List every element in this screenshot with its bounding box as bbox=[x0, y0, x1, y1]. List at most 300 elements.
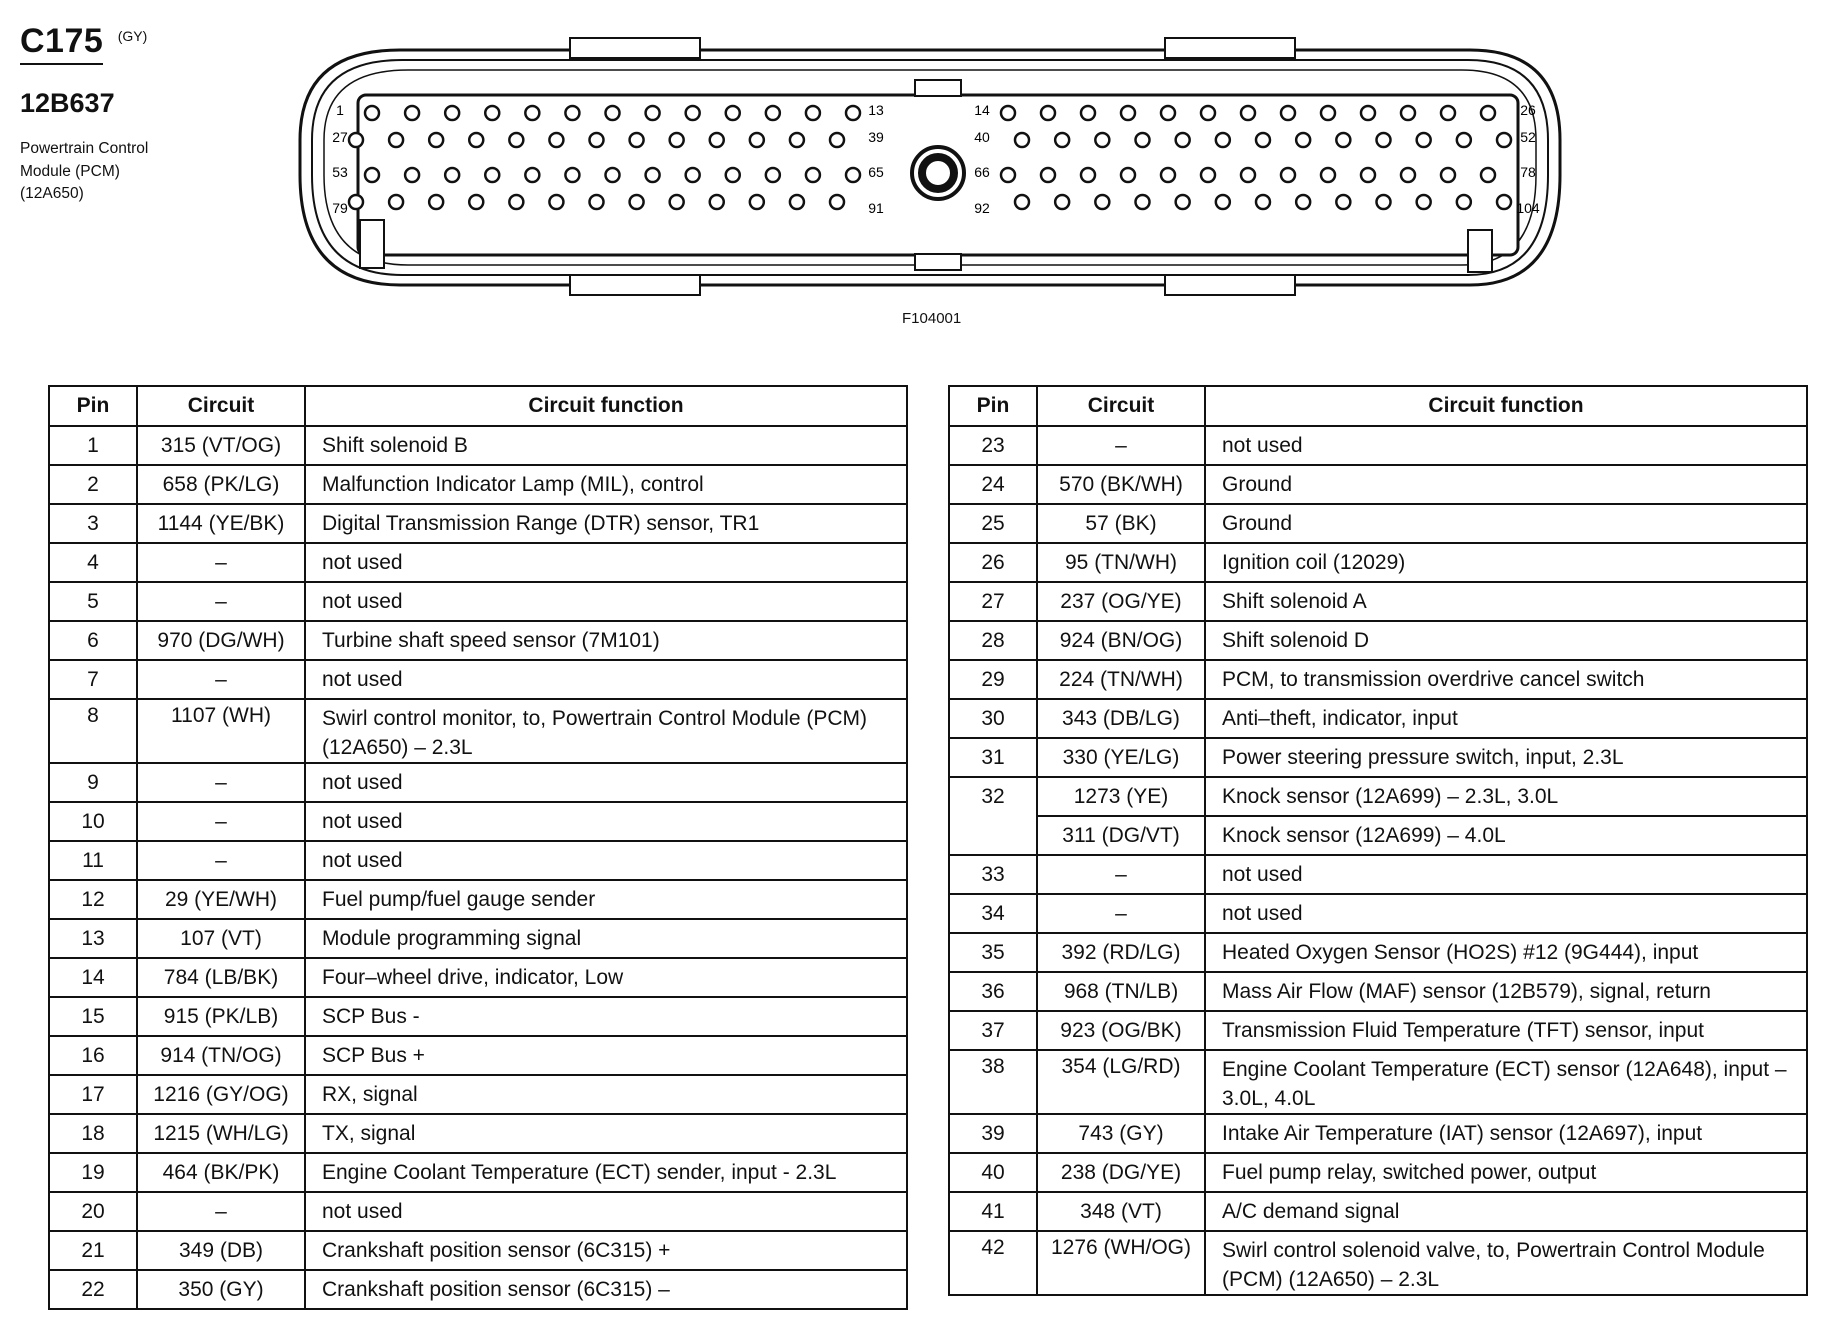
pin-hole bbox=[1497, 195, 1511, 209]
pin-hole bbox=[1176, 133, 1190, 147]
pin-hole bbox=[429, 133, 443, 147]
pin-hole bbox=[525, 106, 539, 120]
circuit-cell: 354 (LG/RD) bbox=[1037, 1050, 1205, 1114]
pin-hole bbox=[1321, 106, 1335, 120]
pin-label: 104 bbox=[1516, 200, 1540, 216]
pin-cell: 30 bbox=[949, 699, 1037, 738]
top-tab-left bbox=[570, 38, 700, 58]
bottom-tab-right bbox=[1165, 275, 1295, 295]
center-bolt-hole bbox=[922, 157, 954, 189]
pin-hole bbox=[349, 133, 363, 147]
header-circuit: Circuit bbox=[1037, 386, 1205, 426]
table-row bbox=[949, 894, 1807, 933]
table-row bbox=[949, 972, 1807, 1011]
pin-hole bbox=[1136, 195, 1150, 209]
pin-cell: 8 bbox=[49, 699, 137, 763]
function-cell: not used bbox=[305, 543, 907, 582]
pin-cell: 18 bbox=[49, 1114, 137, 1153]
pin-hole bbox=[686, 168, 700, 182]
pin-hole bbox=[1281, 168, 1295, 182]
pin-hole bbox=[1001, 106, 1015, 120]
pin-cell: 6 bbox=[49, 621, 137, 660]
pin-label: 65 bbox=[868, 164, 884, 180]
pin-hole bbox=[1281, 106, 1295, 120]
pin-cell: 14 bbox=[49, 958, 137, 997]
pin-cell: 22 bbox=[49, 1270, 137, 1309]
table-row bbox=[49, 1231, 907, 1270]
function-cell: Turbine shaft speed sensor (7M101) bbox=[305, 621, 907, 660]
function-cell: not used bbox=[1205, 855, 1807, 894]
pin-hole bbox=[1441, 168, 1455, 182]
table-row bbox=[949, 1050, 1807, 1114]
pin-hole bbox=[1377, 195, 1391, 209]
pin-hole bbox=[1081, 106, 1095, 120]
pin-hole bbox=[1296, 133, 1310, 147]
table-row bbox=[49, 1075, 907, 1114]
function-cell: Shift solenoid D bbox=[1205, 621, 1807, 660]
pin-label: 52 bbox=[1520, 129, 1536, 145]
pin-hole bbox=[846, 106, 860, 120]
function-cell: SCP Bus - bbox=[305, 997, 907, 1036]
pin-cell: 27 bbox=[949, 582, 1037, 621]
table-row bbox=[49, 543, 907, 582]
function-cell: Ground bbox=[1205, 504, 1807, 543]
pin-hole bbox=[790, 195, 804, 209]
circuit-cell: 392 (RD/LG) bbox=[1037, 933, 1205, 972]
table-row bbox=[49, 1036, 907, 1075]
face-key-bottom bbox=[915, 254, 961, 270]
pin-cell: 29 bbox=[949, 660, 1037, 699]
pin-hole bbox=[646, 168, 660, 182]
table-row bbox=[49, 841, 907, 880]
circuit-cell: – bbox=[137, 1192, 305, 1231]
bottom-tab-left bbox=[570, 275, 700, 295]
pin-hole bbox=[806, 106, 820, 120]
table-row bbox=[949, 699, 1807, 738]
pin-hole bbox=[1161, 106, 1175, 120]
function-cell: not used bbox=[305, 802, 907, 841]
function-cell: Ignition coil (12029) bbox=[1205, 543, 1807, 582]
function-cell: Digital Transmission Range (DTR) sensor, TR1 bbox=[305, 504, 907, 543]
circuit-cell: 238 (DG/YE) bbox=[1037, 1153, 1205, 1192]
pin-cell: 28 bbox=[949, 621, 1037, 660]
table-row bbox=[949, 933, 1807, 972]
pin-hole bbox=[469, 133, 483, 147]
pin-hole bbox=[1121, 168, 1135, 182]
pin-cell: 21 bbox=[49, 1231, 137, 1270]
circuit-cell: 923 (OG/BK) bbox=[1037, 1011, 1205, 1050]
pin-hole bbox=[766, 106, 780, 120]
pin-hole bbox=[1015, 133, 1029, 147]
circuit-cell: 924 (BN/OG) bbox=[1037, 621, 1205, 660]
function-cell: Shift solenoid A bbox=[1205, 582, 1807, 621]
table-header-row bbox=[949, 386, 1807, 426]
pin-label: 91 bbox=[868, 200, 884, 216]
circuit-cell: 743 (GY) bbox=[1037, 1114, 1205, 1153]
pin-hole bbox=[806, 168, 820, 182]
circuit-cell: – bbox=[137, 543, 305, 582]
table-row bbox=[949, 504, 1807, 543]
table-row bbox=[49, 699, 907, 763]
pin-hole bbox=[1081, 168, 1095, 182]
pin-cell: 23 bbox=[949, 426, 1037, 465]
pin-cell: 17 bbox=[49, 1075, 137, 1114]
function-cell: Intake Air Temperature (IAT) sensor (12A697), input bbox=[1205, 1114, 1807, 1153]
pin-cell: 31 bbox=[949, 738, 1037, 777]
circuit-cell: 311 (DG/VT) bbox=[1037, 816, 1205, 855]
table-row bbox=[949, 1114, 1807, 1153]
table-row bbox=[949, 1231, 1807, 1295]
pin-cell: 5 bbox=[49, 582, 137, 621]
function-cell: Module programming signal bbox=[305, 919, 907, 958]
pin-hole bbox=[445, 168, 459, 182]
pin-hole bbox=[365, 168, 379, 182]
circuit-cell: – bbox=[1037, 894, 1205, 933]
pin-cell: 13 bbox=[49, 919, 137, 958]
pin-hole bbox=[485, 106, 499, 120]
circuit-cell: 237 (OG/YE) bbox=[1037, 582, 1205, 621]
circuit-cell: 1216 (GY/OG) bbox=[137, 1075, 305, 1114]
pin-cell: 11 bbox=[49, 841, 137, 880]
circuit-cell: 784 (LB/BK) bbox=[137, 958, 305, 997]
pin-hole bbox=[509, 133, 523, 147]
pin-hole bbox=[565, 106, 579, 120]
pin-hole bbox=[1241, 106, 1255, 120]
circuit-cell: 330 (YE/LG) bbox=[1037, 738, 1205, 777]
function-cell: not used bbox=[305, 582, 907, 621]
function-cell: Swirl control solenoid valve, to, Powertrain Control Module (PCM) (12A650) – 2.3L bbox=[1205, 1231, 1807, 1295]
circuit-cell: 970 (DG/WH) bbox=[137, 621, 305, 660]
table-row bbox=[49, 465, 907, 504]
pin-hole bbox=[1055, 195, 1069, 209]
function-cell: Fuel pump relay, switched power, output bbox=[1205, 1153, 1807, 1192]
table-row bbox=[949, 582, 1807, 621]
function-cell: Knock sensor (12A699) – 2.3L, 3.0L bbox=[1205, 777, 1807, 816]
circuit-cell: 968 (TN/LB) bbox=[1037, 972, 1205, 1011]
pin-hole bbox=[790, 133, 804, 147]
pin-hole bbox=[1201, 106, 1215, 120]
function-cell: Heated Oxygen Sensor (HO2S) #12 (9G444), input bbox=[1205, 933, 1807, 972]
pin-label: 14 bbox=[974, 102, 990, 118]
function-cell: Power steering pressure switch, input, 2.3L bbox=[1205, 738, 1807, 777]
pin-hole bbox=[750, 195, 764, 209]
pin-hole bbox=[686, 106, 700, 120]
table-row bbox=[49, 1114, 907, 1153]
function-cell: RX, signal bbox=[305, 1075, 907, 1114]
circuit-cell: – bbox=[1037, 426, 1205, 465]
function-cell: Anti–theft, indicator, input bbox=[1205, 699, 1807, 738]
pin-cell: 20 bbox=[49, 1192, 137, 1231]
connector-header bbox=[20, 22, 147, 65]
pin-label: 1 bbox=[336, 102, 344, 118]
pin-label: 66 bbox=[974, 164, 990, 180]
pin-hole bbox=[726, 168, 740, 182]
pin-hole bbox=[646, 106, 660, 120]
pin-table-left bbox=[48, 385, 908, 1310]
circuit-cell: 315 (VT/OG) bbox=[137, 426, 305, 465]
table-row bbox=[949, 543, 1807, 582]
function-cell: Fuel pump/fuel gauge sender bbox=[305, 880, 907, 919]
pin-hole bbox=[710, 133, 724, 147]
pin-cell: 10 bbox=[49, 802, 137, 841]
pin-hole bbox=[606, 106, 620, 120]
function-cell: PCM, to transmission overdrive cancel switch bbox=[1205, 660, 1807, 699]
circuit-cell: 350 (GY) bbox=[137, 1270, 305, 1309]
pin-hole bbox=[670, 195, 684, 209]
pin-hole bbox=[630, 195, 644, 209]
pin-label: 27 bbox=[332, 129, 348, 145]
circuit-cell: 1215 (WH/LG) bbox=[137, 1114, 305, 1153]
pin-hole bbox=[1336, 195, 1350, 209]
pin-cell bbox=[949, 816, 1037, 855]
pin-cell: 16 bbox=[49, 1036, 137, 1075]
pin-cell: 3 bbox=[49, 504, 137, 543]
circuit-cell: 348 (VT) bbox=[1037, 1192, 1205, 1231]
pin-hole bbox=[525, 168, 539, 182]
pin-hole bbox=[670, 133, 684, 147]
function-cell: Knock sensor (12A699) – 4.0L bbox=[1205, 816, 1807, 855]
pin-label: 79 bbox=[332, 200, 348, 216]
pin-cell: 4 bbox=[49, 543, 137, 582]
circuit-cell: 570 (BK/WH) bbox=[1037, 465, 1205, 504]
pin-hole bbox=[1401, 168, 1415, 182]
circuit-cell: 1107 (WH) bbox=[137, 699, 305, 763]
pin-cell: 1 bbox=[49, 426, 137, 465]
pin-cell: 34 bbox=[949, 894, 1037, 933]
pin-hole bbox=[445, 106, 459, 120]
pin-cell: 25 bbox=[949, 504, 1037, 543]
pin-hole bbox=[1201, 168, 1215, 182]
pin-hole bbox=[1336, 133, 1350, 147]
circuit-cell: 95 (TN/WH) bbox=[1037, 543, 1205, 582]
table-row bbox=[949, 738, 1807, 777]
table-row bbox=[949, 660, 1807, 699]
pin-hole bbox=[429, 195, 443, 209]
connector-color: (GY) bbox=[117, 28, 148, 44]
pin-cell: 41 bbox=[949, 1192, 1037, 1231]
pin-hole bbox=[1457, 133, 1471, 147]
table-row bbox=[49, 1192, 907, 1231]
pin-hole bbox=[405, 168, 419, 182]
function-cell: Ground bbox=[1205, 465, 1807, 504]
circuit-cell: – bbox=[137, 582, 305, 621]
table-row bbox=[49, 763, 907, 802]
pin-cell: 33 bbox=[949, 855, 1037, 894]
pin-label: 39 bbox=[868, 129, 884, 145]
function-cell: not used bbox=[305, 841, 907, 880]
pin-hole bbox=[1296, 195, 1310, 209]
pin-hole bbox=[365, 106, 379, 120]
pin-hole bbox=[549, 195, 563, 209]
table-row bbox=[49, 802, 907, 841]
function-cell: SCP Bus + bbox=[305, 1036, 907, 1075]
pin-hole bbox=[1457, 195, 1471, 209]
part-number: 12B637 bbox=[20, 88, 115, 118]
function-cell: not used bbox=[305, 763, 907, 802]
face-key-top bbox=[915, 80, 961, 96]
table-row bbox=[949, 426, 1807, 465]
table-row bbox=[49, 1270, 907, 1309]
table-row bbox=[49, 660, 907, 699]
table-row bbox=[949, 1192, 1807, 1231]
table-row bbox=[49, 997, 907, 1036]
table-row bbox=[49, 958, 907, 997]
pin-cell: 40 bbox=[949, 1153, 1037, 1192]
circuit-cell: – bbox=[137, 802, 305, 841]
pin-hole bbox=[1176, 195, 1190, 209]
circuit-cell: 343 (DB/LG) bbox=[1037, 699, 1205, 738]
circuit-cell: 57 (BK) bbox=[1037, 504, 1205, 543]
pin-hole bbox=[1241, 168, 1255, 182]
circuit-cell: – bbox=[1037, 855, 1205, 894]
table-row bbox=[49, 426, 907, 465]
pin-hole bbox=[590, 195, 604, 209]
pin-hole bbox=[1481, 106, 1495, 120]
top-tab-right bbox=[1165, 38, 1295, 58]
pin-cell: 35 bbox=[949, 933, 1037, 972]
pin-hole bbox=[1401, 106, 1415, 120]
header-circuit: Circuit bbox=[137, 386, 305, 426]
function-cell: Four–wheel drive, indicator, Low bbox=[305, 958, 907, 997]
pin-hole bbox=[1216, 195, 1230, 209]
pin-hole bbox=[1441, 106, 1455, 120]
connector-id: C175 bbox=[20, 22, 103, 65]
pin-cell: 42 bbox=[949, 1231, 1037, 1295]
connector-face-diagram bbox=[290, 30, 1580, 305]
circuit-cell: 107 (VT) bbox=[137, 919, 305, 958]
pin-hole bbox=[630, 133, 644, 147]
function-cell: Crankshaft position sensor (6C315) + bbox=[305, 1231, 907, 1270]
pin-hole bbox=[830, 133, 844, 147]
function-cell: Transmission Fluid Temperature (TFT) sensor, input bbox=[1205, 1011, 1807, 1050]
table-row bbox=[49, 880, 907, 919]
circuit-cell: – bbox=[137, 763, 305, 802]
pin-hole bbox=[766, 168, 780, 182]
pin-cell: 36 bbox=[949, 972, 1037, 1011]
pin-hole bbox=[1256, 195, 1270, 209]
pin-hole bbox=[1361, 106, 1375, 120]
pin-hole bbox=[1256, 133, 1270, 147]
header-pin: Pin bbox=[49, 386, 137, 426]
pin-hole bbox=[1321, 168, 1335, 182]
latch-right bbox=[1468, 230, 1492, 272]
pin-hole bbox=[710, 195, 724, 209]
pin-hole bbox=[1377, 133, 1391, 147]
pin-hole bbox=[1161, 168, 1175, 182]
pin-hole bbox=[1041, 168, 1055, 182]
circuit-cell: 1144 (YE/BK) bbox=[137, 504, 305, 543]
function-cell: A/C demand signal bbox=[1205, 1192, 1807, 1231]
circuit-cell: 658 (PK/LG) bbox=[137, 465, 305, 504]
pin-cell: 24 bbox=[949, 465, 1037, 504]
pin-hole bbox=[1121, 106, 1135, 120]
table-row bbox=[949, 816, 1807, 855]
pin-cell: 9 bbox=[49, 763, 137, 802]
description-line: Module (PCM) bbox=[20, 162, 120, 180]
table-header-row bbox=[49, 386, 907, 426]
pin-label: 13 bbox=[868, 102, 884, 118]
table-row bbox=[949, 465, 1807, 504]
pin-hole bbox=[1481, 168, 1495, 182]
pin-cell: 15 bbox=[49, 997, 137, 1036]
function-cell: Swirl control monitor, to, Powertrain Control Module (PCM) (12A650) – 2.3L bbox=[305, 699, 907, 763]
pin-hole bbox=[606, 168, 620, 182]
pin-hole bbox=[1015, 195, 1029, 209]
function-cell: not used bbox=[1205, 426, 1807, 465]
pin-cell: 19 bbox=[49, 1153, 137, 1192]
table-row bbox=[949, 855, 1807, 894]
description-line: (12A650) bbox=[20, 185, 84, 202]
circuit-cell: 29 (YE/WH) bbox=[137, 880, 305, 919]
pin-hole bbox=[1055, 133, 1069, 147]
circuit-cell: 914 (TN/OG) bbox=[137, 1036, 305, 1075]
pin-hole bbox=[1136, 133, 1150, 147]
table-row bbox=[949, 777, 1807, 816]
function-cell: Shift solenoid B bbox=[305, 426, 907, 465]
pin-hole bbox=[830, 195, 844, 209]
pin-label: 26 bbox=[1520, 102, 1536, 118]
table-row bbox=[49, 919, 907, 958]
circuit-cell: – bbox=[137, 660, 305, 699]
pin-hole bbox=[469, 195, 483, 209]
pin-hole bbox=[1216, 133, 1230, 147]
pin-hole bbox=[846, 168, 860, 182]
function-cell: not used bbox=[305, 660, 907, 699]
circuit-cell: 349 (DB) bbox=[137, 1231, 305, 1270]
header-function: Circuit function bbox=[305, 386, 907, 426]
pin-hole bbox=[1497, 133, 1511, 147]
pin-hole bbox=[1417, 195, 1431, 209]
table-row bbox=[949, 1153, 1807, 1192]
pin-table-right bbox=[948, 385, 1808, 1296]
pin-cell: 39 bbox=[949, 1114, 1037, 1153]
function-cell: not used bbox=[1205, 894, 1807, 933]
header-pin: Pin bbox=[949, 386, 1037, 426]
pin-hole bbox=[565, 168, 579, 182]
figure-id: F104001 bbox=[902, 310, 962, 327]
function-cell: Engine Coolant Temperature (ECT) sensor (12A648), input – 3.0L, 4.0L bbox=[1205, 1050, 1807, 1114]
pin-label: 92 bbox=[974, 200, 990, 216]
pin-hole bbox=[1095, 133, 1109, 147]
table-row bbox=[49, 504, 907, 543]
pin-label: 78 bbox=[1520, 164, 1536, 180]
module-description bbox=[20, 138, 148, 206]
table-row bbox=[49, 621, 907, 660]
pin-hole bbox=[750, 133, 764, 147]
table-row bbox=[49, 1153, 907, 1192]
function-cell: not used bbox=[305, 1192, 907, 1231]
pin-hole bbox=[1041, 106, 1055, 120]
pin-cell: 32 bbox=[949, 777, 1037, 816]
function-cell: Mass Air Flow (MAF) sensor (12B579), signal, return bbox=[1205, 972, 1807, 1011]
pin-hole bbox=[726, 106, 740, 120]
header-function: Circuit function bbox=[1205, 386, 1807, 426]
pin-hole bbox=[389, 133, 403, 147]
pin-hole bbox=[1361, 168, 1375, 182]
pin-cell: 26 bbox=[949, 543, 1037, 582]
pin-hole bbox=[590, 133, 604, 147]
pin-cell: 37 bbox=[949, 1011, 1037, 1050]
pin-hole bbox=[1001, 168, 1015, 182]
pin-hole bbox=[1417, 133, 1431, 147]
pin-cell: 2 bbox=[49, 465, 137, 504]
circuit-cell: 224 (TN/WH) bbox=[1037, 660, 1205, 699]
table-row bbox=[949, 1011, 1807, 1050]
pin-hole bbox=[509, 195, 523, 209]
circuit-cell: 915 (PK/LB) bbox=[137, 997, 305, 1036]
pin-label: 40 bbox=[974, 129, 990, 145]
function-cell: Crankshaft position sensor (6C315) – bbox=[305, 1270, 907, 1309]
